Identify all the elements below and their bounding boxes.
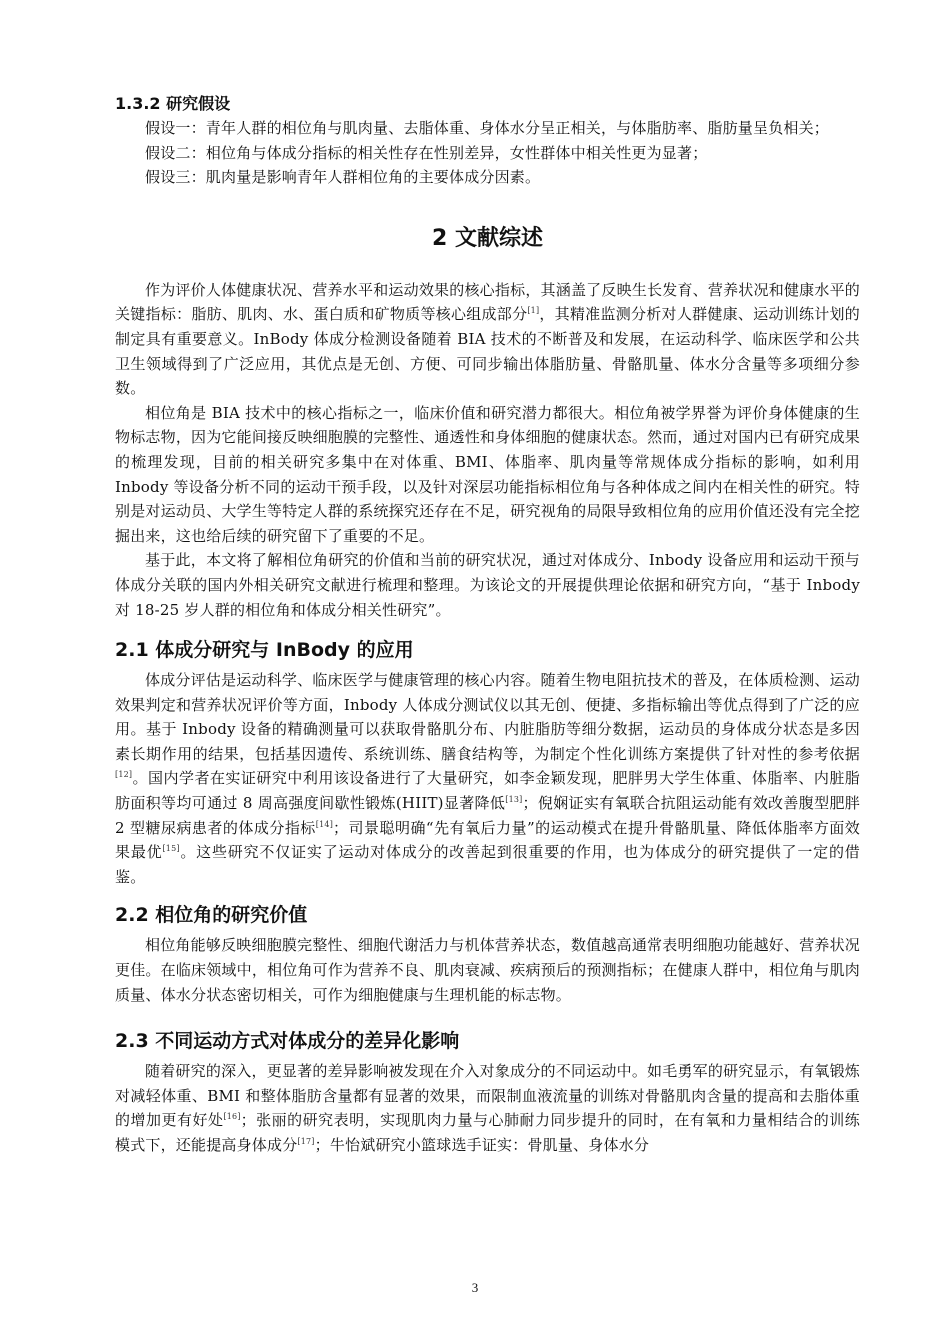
- s21-text-a: 体成分评估是运动科学、临床医学与健康管理的核心内容。随着生物电阻抗技术的普及，在体质检测、运动效果判定和营养状况评价等方面，Inbody 人体成分测试仪以其无创、便捷、多指标输出等优点得到了广泛的应用。基于 Inbody 设备的精确测量可以获取骨骼肌分布、内脏脂肪等细分数据，运动员的身体成分状态是多因素长期作用的结果，包括基因遗传、系统训练、膳食结构等，为制定个性化训练方案提供了针对性的参考依据: [115, 671, 860, 763]
- section-2-2-paragraph: 相位角能够反映细胞膜完整性、细胞代谢活力与机体营养状态，数值越高通常表明细胞功能越好、营养状况更佳。在临床领域中，相位角可作为营养不良、肌肉衰减、疾病预后的预测指标；在健康人群中，相位角与肌肉质量、体水分状态密切相关，可作为细胞健康与生理机能的标志物。: [115, 936, 860, 1004]
- s21-text-b: 。国内学者在实证研究中利用该设备进行了大量研究，如李金颖发现，肥胖男大学生体重、体脂率、内脏脂肪面积等均可通过 8 周高强度间歇性锻炼(HIIT)显著降低: [115, 769, 860, 813]
- section-heading-2-3: 2.3 不同运动方式对体成分的差异化影响: [115, 1030, 460, 1053]
- hypothesis-1: 假设一：青年人群的相位角与肌肉量、去脂体重、身体水分呈正相关，与体脂肪率、脂肪量呈负相关；: [145, 119, 830, 137]
- citation-1: [1]: [527, 306, 540, 316]
- hypothesis-3: 假设三：肌肉量是影响青年人群相位角的主要体成分因素。: [145, 168, 541, 187]
- section-2-3-paragraph: [115, 1059, 860, 1157]
- citation-16: [16]: [223, 1112, 241, 1122]
- citation-12: [12]: [115, 770, 133, 780]
- citation-17: [17]: [297, 1137, 315, 1146]
- section-heading-2-1: 2.1 体成分研究与 InBody 的应用: [115, 639, 414, 662]
- citation-15: [15]: [162, 844, 180, 854]
- chapter-p1-text-a: 作为评价人体健康状况、营养水平和运动效果的核心指标，其涵盖了反映生长发育、营养状况和健康水平的关键指标：脂肪、肌肉、水、蛋白质和矿物质等核心组成部分: [115, 280, 860, 324]
- page-number: 3: [471, 1280, 479, 1295]
- citation-14: [14]: [315, 819, 334, 829]
- s23-text-c: ；牛怡斌研究小篮球选手证实：骨肌量、身体水分: [314, 1136, 650, 1154]
- s21-text-d: ；司景聪明确“先有氧后力量”的运动模式在提升骨骼肌量、降低体脂率方面效果最优: [115, 818, 860, 862]
- chapter-paragraph-2: 相位角是 BIA 技术中的核心指标之一，临床价值和研究潜力都很大。相位角被学界誉为评价身体健康的生物标志物，因为它能间接反映细胞膜的完整性、通透性和身体细胞的健康状态。然而，通过对国内已有研究成果的梳理发现，目前的相关研究多集中在对体重、BMI、体脂率、肌肉量等常规体成分指标的影响，如利用 Inbody 等设备分析不同的运动干预手段，以及针对深层功能指标相位角与各种体成之间内在相关性的研究。特别是对运动员、大学生等特定人群的系统探究还存在不足，研究视角的局限导致相位角的应用价值还没有完全挖掘出来，这也给后续的研究留下了重要的不足。: [115, 403, 860, 545]
- s23-text-b: ；张丽的研究表明，实现肌肉力量与心肺耐力同步提升的同时，在有氧和力量相结合的训练模式下，还能提高身体成分: [115, 1111, 860, 1154]
- chapter-title: 2 文献综述: [432, 225, 543, 251]
- chapter-paragraph-3: 基于此，本文将了解相位角研究的价值和当前的研究状况，通过对体成分、Inbody 设备应用和运动干预与体成分关联的国内外相关研究文献进行梳理和整理。为该论文的开展提供理论依据和研究方向，“基于 Inbody 对 18-25 岁人群的相位角和体成分相关性研究”。: [115, 551, 860, 619]
- hypothesis-2: 假设二：相位角与体成分指标的相关性存在性别差异，女性群体中相关性更为显著；: [145, 143, 708, 162]
- s21-text-c: ；倪娴证实有氧联合抗阻运动能有效改善腹型肥胖 2 型糖尿病患者的体成分指标: [115, 794, 860, 837]
- section-heading-2-2: 2.2 相位角的研究价值: [115, 904, 308, 927]
- section-heading-1-3-2: 1.3.2 研究假设: [115, 94, 231, 113]
- chapter-p1-text-b: ，其精准监测分析对人群健康、运动训练计划的制定具有重要意义。InBody 体成分检测设备随着 BIA 技术的不断普及和发展，在运动科学、临床医学和公共卫生领域得到了广泛应用，其优点是无创、方便、可同步输出体脂肪量、骨骼肌量、体水分含量等多项细分参数。: [115, 305, 861, 398]
- document-page: [115, 92, 860, 1158]
- s23-text-a: 随着研究的深入，更显著的差异影响被发现在介入对象成分的不同运动中。如毛勇军的研究显示，有氧锻炼对减轻体重、BMI 和整体脂肪含量都有显著的效果，而限制血液流量的训练对骨骼肌肉含量的提高和去脂体重的增加更有好处: [115, 1062, 860, 1130]
- section-2-1-paragraph: [115, 668, 860, 889]
- s21-text-e: 。这些研究不仅证实了运动对体成分的改善起到很重要的作用，也为体成分的研究提供了一定的借鉴。: [115, 843, 860, 886]
- chapter-paragraph-1: [115, 278, 860, 401]
- citation-13: [13]: [505, 795, 523, 805]
